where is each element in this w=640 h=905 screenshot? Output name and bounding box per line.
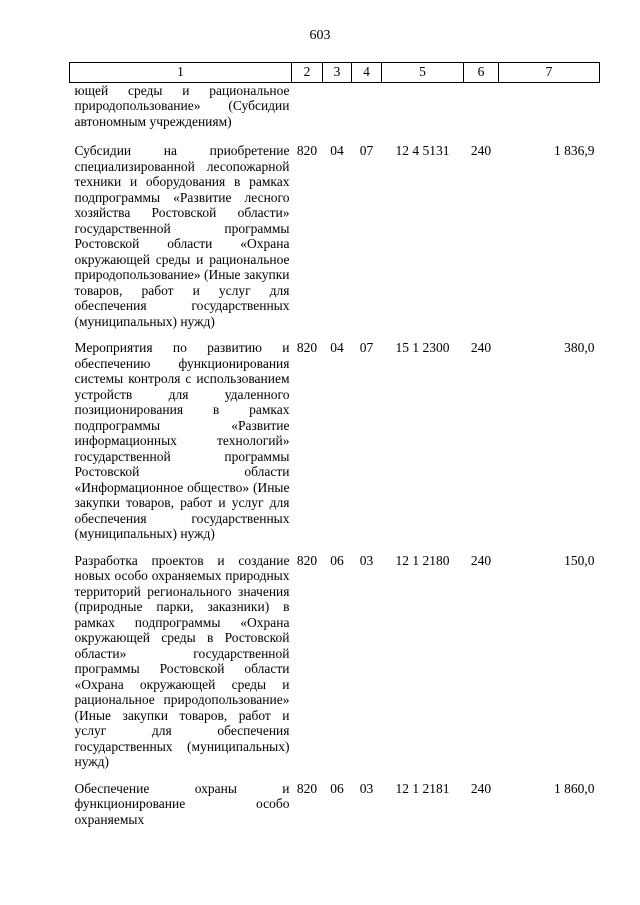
page-number: 603 [309, 28, 331, 43]
row-code-expense-type: 240 [470, 780, 492, 796]
row-code-target: 12 1 2180 [395, 552, 450, 568]
row-amount: 380,0 [564, 340, 595, 355]
row-code-subsection: 07 [359, 340, 374, 355]
row-description: Мероприятия по развитию и обеспечению функционирования системы контроля с использованием устройств для удаленного позиционирования в рамках подпрограммы «Развитие информационных технологий» государственной программы Ростовской области «Информационное общество» (Иные закупки товаров, работ и услуг для обеспечения государственных (муниципальных) нужд) [74, 340, 290, 541]
row-amount: 1 860,0 [554, 780, 595, 796]
row-code-section: 04 [330, 340, 344, 355]
row-code-expense-type: 240 [470, 552, 492, 568]
column-header: 5 [382, 63, 464, 83]
table-row [70, 340, 600, 553]
row-code-target: 12 1 2181 [395, 780, 450, 796]
column-header: 7 [499, 63, 600, 83]
budget-table [69, 62, 600, 838]
row-amount: 1 836,9 [554, 143, 595, 158]
continued-description: ющей среды и рациональное природопользование» (Субсидии автономным учреждениям) [74, 82, 290, 129]
row-code-ministry: 820 [296, 340, 318, 355]
row-code-ministry: 820 [296, 143, 318, 158]
table-row [70, 143, 600, 340]
row-code-section: 04 [330, 143, 344, 158]
table-header-row [70, 63, 600, 83]
row-code-ministry: 820 [296, 780, 318, 796]
row-code-section: 06 [330, 552, 344, 568]
row-code-section: 06 [330, 780, 344, 796]
row-description: Субсидии на приобретение специализированной лесопожарной техники и оборудования в рамках подпрограммы «Развитие лесного хозяйства Ростовской области» государственной программы Ростовской области «Охрана окружающей среды и рациональное природопользование» (Иные закупки товаров, работ и услуг для обеспечения государственных (муниципальных) нужд) [74, 143, 290, 329]
column-header: 3 [323, 63, 352, 83]
column-header: 1 [70, 63, 292, 83]
row-code-expense-type: 240 [470, 340, 492, 355]
row-code-ministry: 820 [296, 552, 318, 568]
row-code-subsection: 03 [359, 780, 374, 796]
row-amount: 150,0 [564, 552, 595, 568]
table-row [70, 553, 600, 781]
row-code-subsection: 07 [359, 143, 374, 158]
row-code-subsection: 03 [359, 552, 374, 568]
column-header: 6 [464, 63, 499, 83]
row-description: Разработка проектов и создание новых особо охраняемых природных территорий регионального значения (природные парки, заказники) в рамках подпрограммы «Охрана окружающей среды в Ростовской области» государственной программы Ростовской области «Охрана окружающей среды и рациональное природопользование» (Иные закупки товаров, работ и услуг для обеспечения государственных (муниципальных) нужд) [74, 552, 290, 769]
column-header: 2 [292, 63, 323, 83]
table-row [70, 82, 600, 143]
row-code-target: 12 4 5131 [395, 143, 450, 158]
row-code-target: 15 1 2300 [395, 340, 450, 355]
row-description: Обеспечение охраны и функционирование особо охраняемых [74, 780, 290, 827]
column-header: 4 [352, 63, 382, 83]
table-row [70, 781, 600, 839]
row-code-expense-type: 240 [470, 143, 492, 158]
